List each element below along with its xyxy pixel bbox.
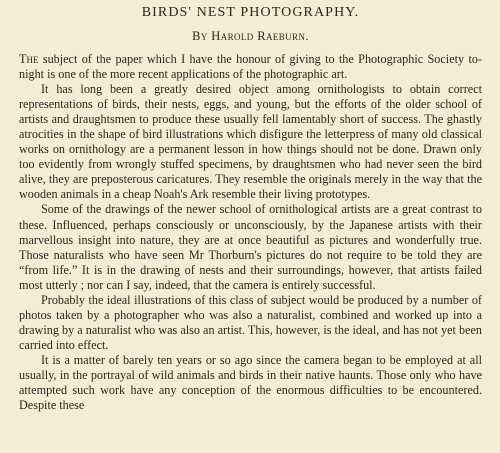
paragraph-lead-in: The <box>19 52 39 66</box>
paragraph: It is a matter of barely ten years or so ago since the camera began to be employed at all usually, in the portrayal of wild animals and birds in their native haunts. Those only who have attempted such work have any conception of the enormous difficulties to be encountered. Despite these <box>19 352 482 413</box>
paragraph: It has long been a greatly desired object among ornithologists to obtain correct representations of birds, their nests, eggs, and young, but the efforts of the older school of artists and draughtsmen to produce these usually fell lamentably short of success. The ghastly atrocities in the shape of bird illustrations which disfigure the letterpress of many old classical works on ornithology are a permanent lesson in how things should not be done. Drawn only too evidently from wrongly stuffed specimens, by draughtsmen who had never seen the bird alive, they are preposterous caricatures. They resemble the originals merely in the way that the wooden animals in a cheap Noah's Ark resemble their living prototypes. <box>19 82 482 202</box>
article-body <box>19 52 482 413</box>
paragraph-text: subject of the paper which I have the honour of giving to the Photographic Society to-night is one of the more recent applications of the photographic art. <box>19 52 482 82</box>
paragraph <box>19 52 482 82</box>
paragraph: Some of the drawings of the newer school of ornithological artists are a great contrast to these. Influenced, perhaps consciously or unconsciously, by the Japanese artists with their marvellous insight into nature, they are at once beautiful as pictures and wonderfully true. Those naturalists who have seen Mr Thorburn's pictures do not require to be told they are “from life.” It is in the drawing of nests and their surroundings, however, that artists failed most utterly ; nor can I say, indeed, that the camera is entirely successful. <box>19 202 482 292</box>
paragraph: Probably the ideal illustrations of this class of subject would be produced by a number of photos taken by a photographer who was also a naturalist, combined and worked up into a drawing by a naturalist who was also an artist. This, however, is the ideal, and has not yet been carried into effect. <box>19 292 482 352</box>
article-byline: By Harold Raeburn. <box>192 29 309 43</box>
article-title: BIRDS' NEST PHOTOGRAPHY. <box>141 5 360 20</box>
